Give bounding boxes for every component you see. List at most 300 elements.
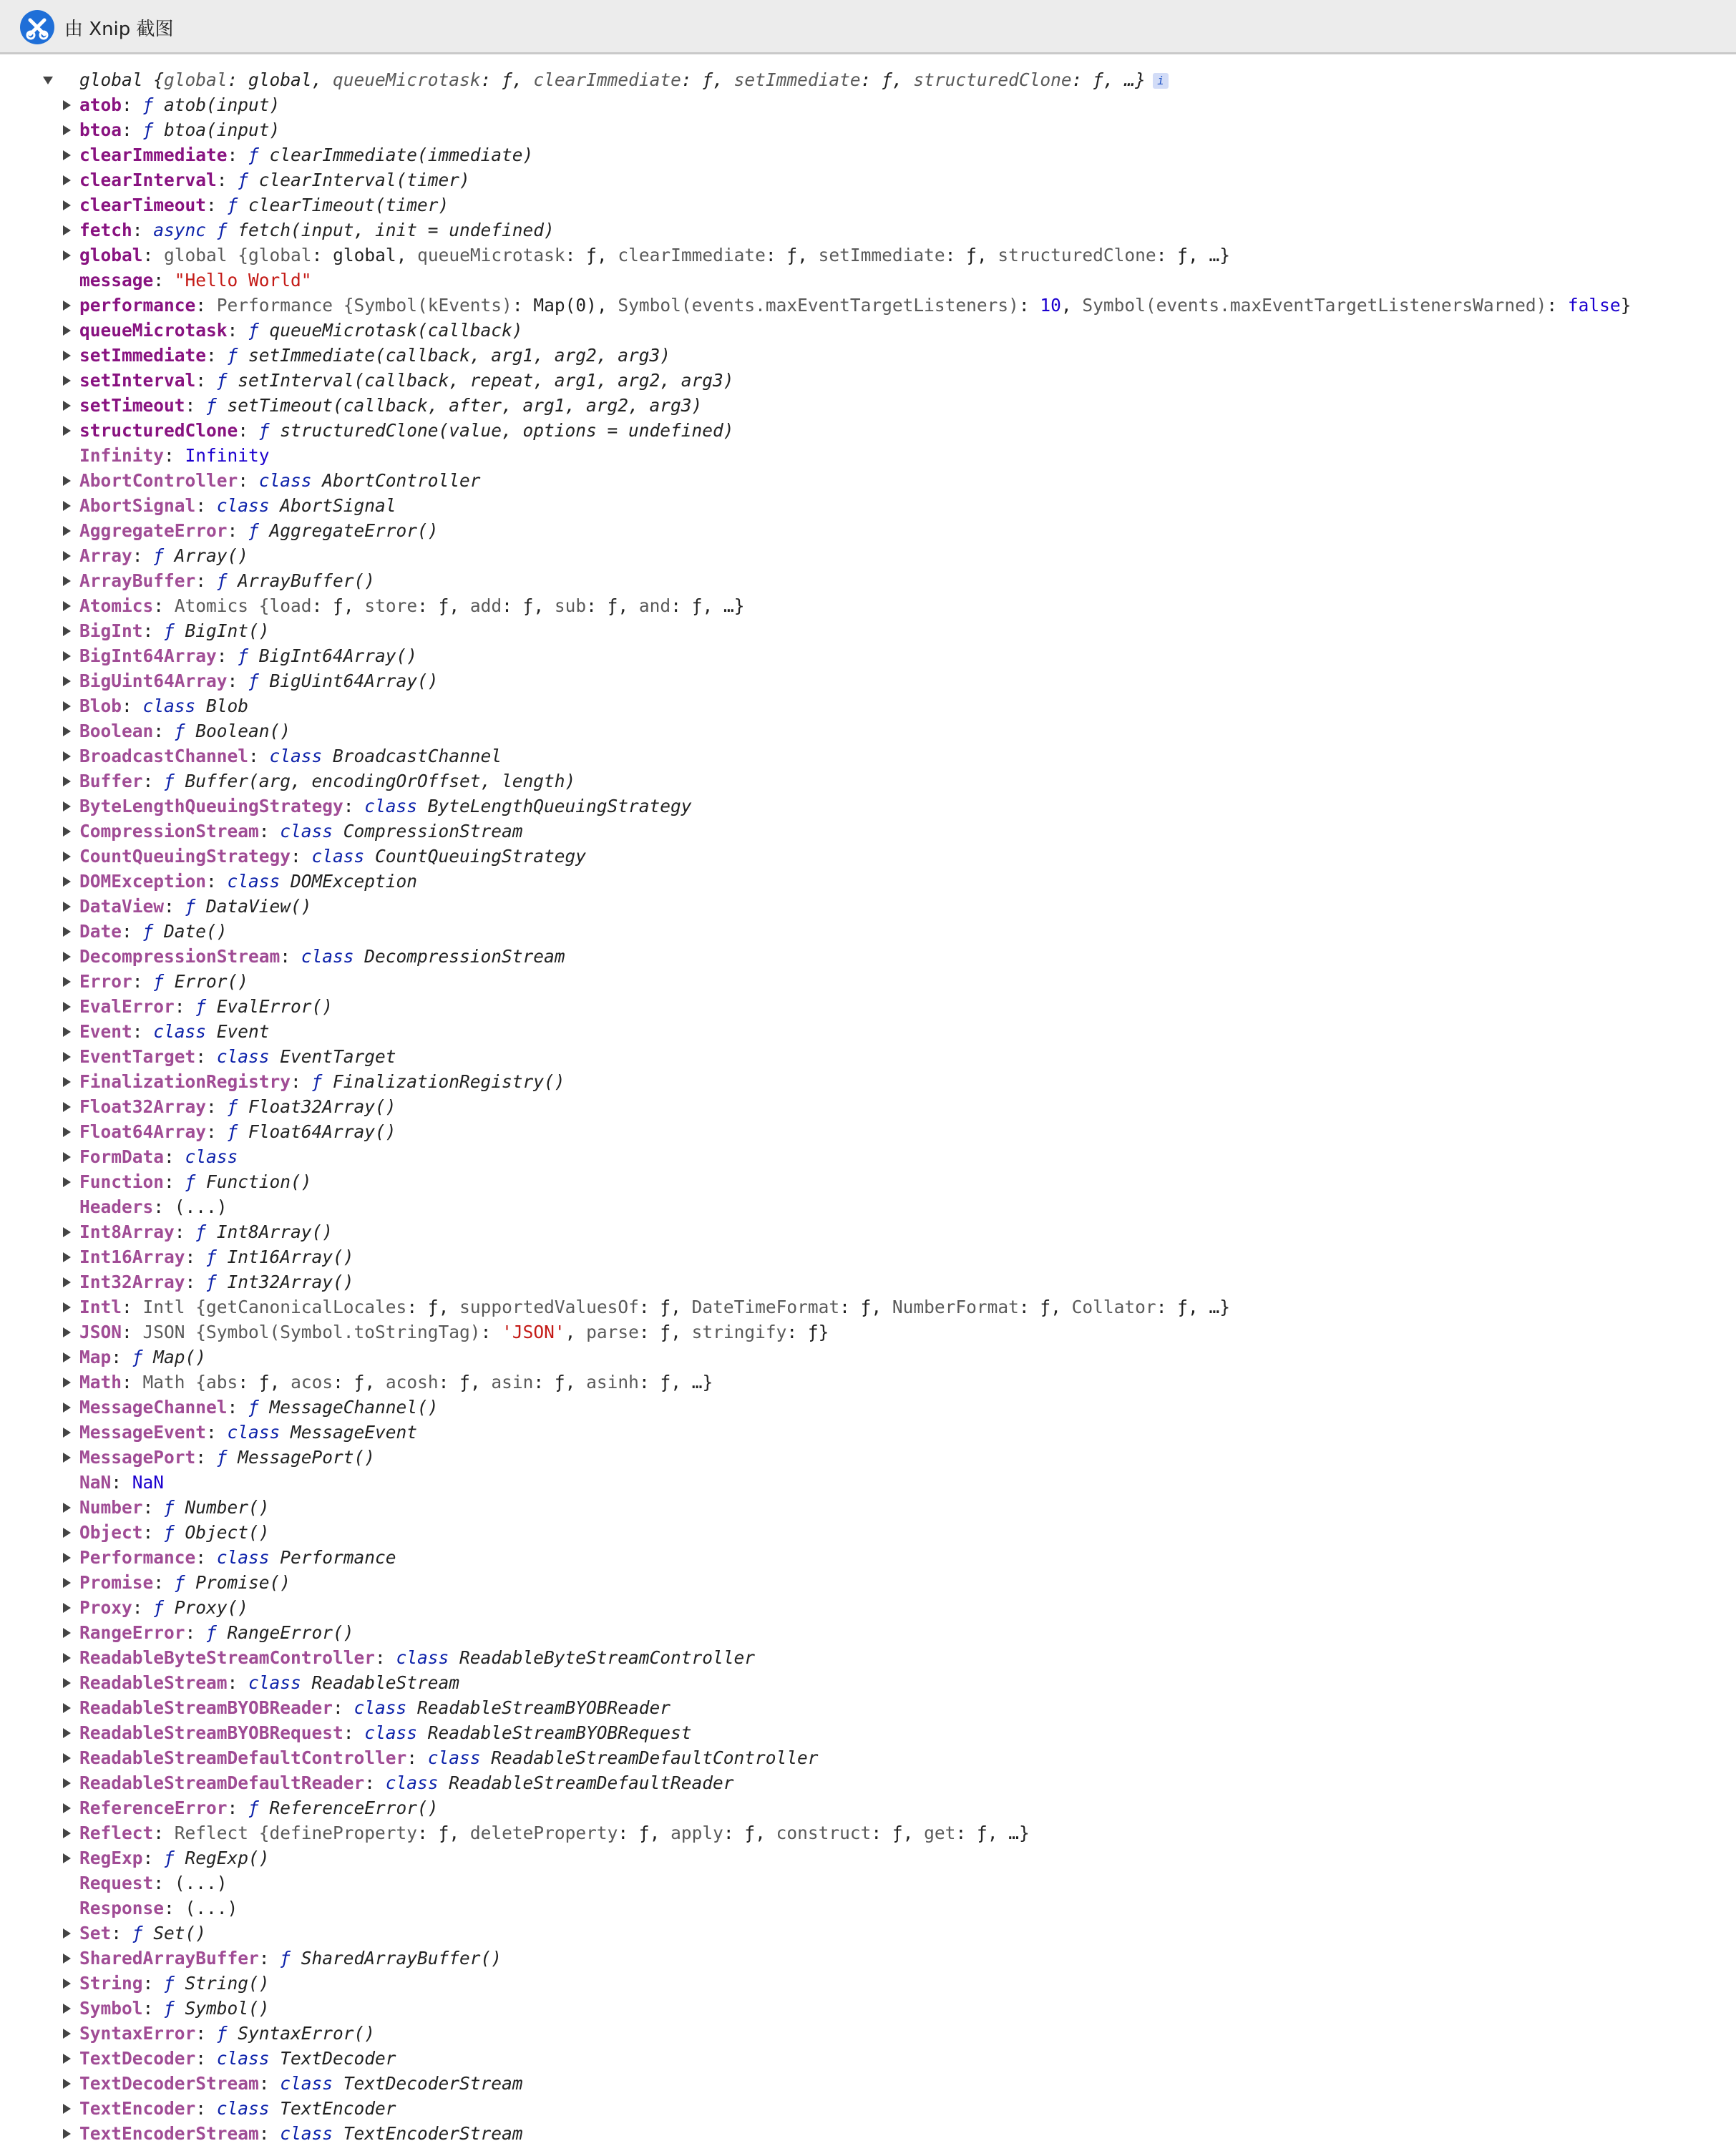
property-content <box>79 643 417 668</box>
expand-triangle-icon[interactable] <box>60 1695 77 1720</box>
expand-triangle-icon[interactable] <box>60 1495 77 1520</box>
value-token: class <box>396 1647 460 1668</box>
property-key: DecompressionStream <box>79 946 281 967</box>
value-token: ƒ <box>248 320 270 341</box>
value-token: acosh <box>385 1372 439 1393</box>
expand-triangle-icon[interactable] <box>60 1019 77 1044</box>
property-row[interactable] <box>0 1244 1736 1269</box>
expand-triangle-icon[interactable] <box>60 643 77 668</box>
property-row[interactable] <box>0 693 1736 718</box>
property-row[interactable] <box>0 1495 1736 1520</box>
expand-triangle-icon[interactable] <box>60 468 77 493</box>
expand-triangle-icon[interactable] <box>60 1795 77 1820</box>
expand-triangle-icon[interactable] <box>60 1370 77 1395</box>
property-content <box>79 794 692 819</box>
property-key: setInterval <box>79 370 196 391</box>
key-separator: : <box>206 1121 228 1142</box>
property-row[interactable] <box>0 1770 1736 1795</box>
property-row[interactable] <box>0 1745 1736 1770</box>
property-row[interactable] <box>0 493 1736 518</box>
property-content <box>79 293 1631 318</box>
value-token: : ƒ, <box>839 1297 892 1317</box>
property-key: setTimeout <box>79 395 185 416</box>
expand-triangle-icon[interactable] <box>60 718 77 743</box>
expand-triangle-icon[interactable] <box>60 1269 77 1294</box>
expand-triangle-icon[interactable] <box>60 1645 77 1670</box>
expand-triangle-icon[interactable] <box>60 218 77 243</box>
property-row[interactable] <box>0 443 1736 468</box>
expand-triangle-icon[interactable] <box>60 1921 77 1946</box>
expand-triangle-icon[interactable] <box>60 819 77 844</box>
property-key: ReadableStreamBYOBRequest <box>79 1722 343 1743</box>
property-key: Intl <box>79 1297 122 1317</box>
expand-triangle-icon[interactable] <box>60 1345 77 1370</box>
value-token: Symbol(events.maxEventTargetListenersWarned) <box>1082 295 1547 316</box>
value-token: : ƒ, …} <box>955 1823 1030 1843</box>
expand-triangle-icon[interactable] <box>60 1570 77 1595</box>
value-token: NaN <box>132 1472 165 1493</box>
property-row[interactable] <box>0 2021 1736 2046</box>
property-row[interactable] <box>0 243 1736 268</box>
expand-triangle-icon[interactable] <box>60 568 77 593</box>
value-token: "Hello World" <box>174 270 312 291</box>
key-separator: : <box>142 1497 165 1518</box>
value-token: : ƒ, …} <box>1156 1297 1230 1317</box>
expand-triangle-icon[interactable] <box>60 92 77 117</box>
property-row[interactable] <box>0 668 1736 693</box>
expand-triangle-icon[interactable] <box>60 2096 77 2121</box>
expand-triangle-icon[interactable] <box>60 1971 77 1996</box>
property-content <box>79 1745 819 1770</box>
property-row[interactable] <box>0 368 1736 393</box>
expand-triangle-icon[interactable] <box>60 418 77 443</box>
property-content <box>79 1495 270 1520</box>
property-content <box>79 1069 565 1094</box>
key-separator: : <box>164 896 185 917</box>
property-row[interactable] <box>0 1445 1736 1470</box>
value-token: : ƒ, <box>438 1372 492 1393</box>
expand-triangle-icon[interactable] <box>60 869 77 894</box>
value-token: class <box>216 2048 281 2069</box>
value-token: construct <box>776 1823 872 1843</box>
property-row[interactable] <box>0 819 1736 844</box>
expand-triangle-icon[interactable] <box>60 518 77 543</box>
property-row[interactable] <box>0 643 1736 668</box>
property-content <box>79 693 248 718</box>
key-separator: : <box>132 220 154 240</box>
value-token: AggregateError() <box>269 520 439 541</box>
expand-triangle-icon[interactable] <box>60 743 77 769</box>
property-content <box>79 1395 439 1420</box>
key-separator: : <box>132 1021 154 1042</box>
expand-triangle-icon[interactable] <box>60 668 77 693</box>
key-separator: : <box>122 1372 143 1393</box>
property-key: String <box>79 1973 143 1994</box>
expand-triangle-icon[interactable] <box>60 994 77 1019</box>
property-key: Float32Array <box>79 1096 207 1117</box>
value-token: ƒ <box>227 1096 249 1117</box>
key-separator: : <box>153 595 175 616</box>
property-key: NaN <box>79 1472 112 1493</box>
key-separator: : <box>111 1472 132 1493</box>
property-content <box>79 218 555 243</box>
expand-triangle-icon[interactable] <box>60 794 77 819</box>
expand-triangle-icon[interactable] <box>60 2021 77 2046</box>
key-separator: : <box>195 1547 217 1568</box>
property-content <box>79 2121 523 2146</box>
value-token: : ƒ, …} <box>670 595 745 616</box>
property-row[interactable] <box>0 1545 1736 1570</box>
property-key: Object <box>79 1522 143 1543</box>
value-token: ƒ <box>248 1798 270 1818</box>
property-row[interactable] <box>0 568 1736 593</box>
expand-triangle-icon[interactable] <box>60 919 77 944</box>
value-token: : ƒ, <box>618 1823 671 1843</box>
property-content <box>79 1269 354 1294</box>
value-token: ReadableStreamDefaultReader <box>449 1772 734 1793</box>
key-separator: : <box>258 821 281 842</box>
value-token: BigInt64Array() <box>258 645 418 666</box>
key-separator: : <box>195 1447 217 1468</box>
expand-triangle-icon[interactable] <box>60 2121 77 2146</box>
expand-triangle-icon[interactable] <box>60 2071 77 2096</box>
property-content <box>79 468 481 493</box>
value-token: Collator <box>1071 1297 1156 1317</box>
property-row[interactable] <box>0 92 1736 117</box>
property-row[interactable] <box>0 1269 1736 1294</box>
property-row[interactable] <box>0 1896 1736 1921</box>
expand-triangle-icon[interactable] <box>60 2046 77 2071</box>
property-key: AggregateError <box>79 520 228 541</box>
property-row[interactable] <box>0 1294 1736 1320</box>
property-row[interactable] <box>0 1169 1736 1194</box>
expand-triangle-icon[interactable] <box>60 944 77 969</box>
expand-triangle-icon[interactable] <box>60 393 77 418</box>
expand-triangle-icon[interactable] <box>60 593 77 618</box>
property-row[interactable] <box>0 1019 1736 1044</box>
property-key: ReadableByteStreamController <box>79 1647 376 1668</box>
value-token: BigInt() <box>185 620 270 641</box>
key-separator: : <box>142 1973 165 1994</box>
value-token: ƒ <box>174 1572 196 1593</box>
property-row[interactable] <box>0 919 1736 944</box>
property-row[interactable] <box>0 1420 1736 1445</box>
expand-triangle-icon[interactable] <box>60 1545 77 1570</box>
value-token: : ƒ, <box>871 1823 925 1843</box>
value-token: add <box>469 595 502 616</box>
expand-triangle-icon[interactable] <box>60 1620 77 1645</box>
property-row[interactable] <box>0 1119 1736 1144</box>
info-icon[interactable]: i <box>1153 73 1169 89</box>
expand-triangle-icon[interactable] <box>60 1770 77 1795</box>
property-row[interactable] <box>0 268 1736 293</box>
key-separator: : <box>195 370 217 391</box>
property-row[interactable] <box>0 218 1736 243</box>
expand-triangle-icon[interactable] <box>60 167 77 192</box>
value-token: Symbol() <box>185 1998 270 2019</box>
expand-triangle-icon[interactable] <box>60 1119 77 1144</box>
value-token: ReadableStreamBYOBRequest <box>427 1722 692 1743</box>
property-key: BigInt64Array <box>79 645 217 666</box>
property-row[interactable] <box>0 794 1736 819</box>
expand-triangle-icon[interactable] <box>60 1094 77 1119</box>
property-row[interactable] <box>0 1520 1736 1545</box>
property-row[interactable] <box>0 718 1736 743</box>
property-row[interactable] <box>0 393 1736 418</box>
value-token: Performance <box>280 1547 396 1568</box>
expand-triangle-icon[interactable] <box>60 894 77 919</box>
expand-triangle-icon[interactable] <box>60 769 77 794</box>
expand-triangle-icon[interactable] <box>60 318 77 343</box>
property-key: Proxy <box>79 1597 132 1618</box>
key-separator: : <box>122 696 143 716</box>
property-content <box>79 192 449 218</box>
expand-triangle-icon[interactable] <box>60 142 77 167</box>
expand-triangle-icon[interactable] <box>60 1294 77 1320</box>
expand-triangle-icon[interactable] <box>60 1820 77 1845</box>
property-row[interactable] <box>0 894 1736 919</box>
expand-triangle-icon[interactable] <box>60 1244 77 1269</box>
property-row[interactable] <box>0 969 1736 994</box>
value-token: EventTarget <box>280 1046 396 1067</box>
property-row[interactable] <box>0 1620 1736 1645</box>
property-row[interactable] <box>0 1094 1736 1119</box>
value-token: ƒ <box>248 520 270 541</box>
expand-triangle-icon[interactable] <box>60 1420 77 1445</box>
expand-triangle-icon[interactable] <box>60 368 77 393</box>
property-row[interactable] <box>0 1946 1736 1971</box>
value-token: Buffer(arg, encodingOrOffset, length) <box>185 771 576 791</box>
property-row[interactable] <box>0 518 1736 543</box>
property-row[interactable] <box>0 1345 1736 1370</box>
property-content <box>79 743 502 769</box>
property-row[interactable] <box>0 1670 1736 1695</box>
value-token: Object() <box>185 1522 270 1543</box>
value-token: ReadableByteStreamController <box>459 1647 756 1668</box>
value-token: setImmediate <box>818 245 945 265</box>
property-key: ByteLengthQueuingStrategy <box>79 796 343 816</box>
property-key: TextDecoder <box>79 2048 196 2069</box>
expand-triangle-icon[interactable] <box>60 618 77 643</box>
property-row[interactable] <box>0 343 1736 368</box>
expand-triangle-icon[interactable] <box>60 1395 77 1420</box>
property-row[interactable] <box>0 1921 1736 1946</box>
expand-triangle-icon[interactable] <box>60 1169 77 1194</box>
property-row[interactable] <box>0 1395 1736 1420</box>
property-row[interactable] <box>0 1044 1736 1069</box>
key-separator: : <box>153 270 175 291</box>
property-row[interactable] <box>0 593 1736 618</box>
property-row[interactable] <box>0 1219 1736 1244</box>
value-token: abs <box>206 1372 238 1393</box>
value-token: load <box>269 595 312 616</box>
property-row[interactable] <box>0 1845 1736 1871</box>
tree-root-row[interactable] <box>0 67 1736 92</box>
property-row[interactable] <box>0 769 1736 794</box>
property-key: Date <box>79 921 122 942</box>
key-separator: : <box>216 645 238 666</box>
property-row[interactable] <box>0 1795 1736 1820</box>
property-row[interactable] <box>0 2121 1736 2146</box>
key-separator: : <box>406 1747 428 1768</box>
value-token: getCanonicalLocales <box>206 1297 407 1317</box>
value-token: Map() <box>153 1347 207 1367</box>
window-title: 由 Xnip 截图 <box>64 19 174 40</box>
property-key: setImmediate <box>79 345 207 366</box>
property-row[interactable] <box>0 1570 1736 1595</box>
expand-triangle-icon[interactable] <box>60 1946 77 1971</box>
expand-triangle-icon[interactable] <box>60 1670 77 1695</box>
property-content <box>79 393 702 418</box>
value-token: 10 <box>1040 295 1061 316</box>
property-row[interactable] <box>0 1871 1736 1896</box>
key-separator: : <box>195 2023 217 2044</box>
property-row[interactable] <box>0 2046 1736 2071</box>
property-row[interactable] <box>0 167 1736 192</box>
expand-triangle-icon[interactable] <box>60 1720 77 1745</box>
expand-triangle-icon[interactable] <box>60 1144 77 1169</box>
console-object-tree <box>0 67 1736 2146</box>
property-row[interactable] <box>0 418 1736 443</box>
property-row[interactable] <box>0 994 1736 1019</box>
expand-triangle-icon[interactable] <box>60 1044 77 1069</box>
property-row[interactable] <box>0 1144 1736 1169</box>
expand-triangle-icon[interactable] <box>60 1069 77 1094</box>
expand-triangle-icon[interactable] <box>60 1595 77 1620</box>
property-row[interactable] <box>0 1695 1736 1720</box>
property-key: Float64Array <box>79 1121 207 1142</box>
expand-triangle-icon[interactable] <box>60 969 77 994</box>
property-key: Int32Array <box>79 1272 185 1292</box>
value-token: class <box>280 821 343 842</box>
value-token: setImmediate(callback, arg1, arg2, arg3) <box>248 345 671 366</box>
property-key: structuredClone <box>79 420 238 441</box>
value-token: class <box>216 1046 281 1067</box>
property-content <box>79 919 228 944</box>
key-separator: : <box>122 1322 143 1342</box>
value-token: ƒ <box>153 971 175 992</box>
value-token: clearInterval(timer) <box>258 170 470 190</box>
property-row[interactable] <box>0 1069 1736 1094</box>
expand-triangle-icon[interactable] <box>60 1745 77 1770</box>
property-content <box>79 318 523 343</box>
value-token: ƒ <box>164 1522 185 1543</box>
property-row[interactable] <box>0 468 1736 493</box>
expand-triangle-icon[interactable] <box>60 1845 77 1871</box>
expand-triangle-icon[interactable] <box>60 117 77 142</box>
property-row[interactable] <box>0 543 1736 568</box>
property-row[interactable] <box>0 192 1736 218</box>
property-row[interactable] <box>0 618 1736 643</box>
expand-triangle-icon[interactable] <box>60 343 77 368</box>
expand-triangle-icon[interactable] <box>42 67 59 92</box>
property-content <box>79 1119 396 1144</box>
expand-triangle-icon[interactable] <box>60 1320 77 1345</box>
property-row[interactable] <box>0 844 1736 869</box>
value-token: String() <box>185 1973 270 1994</box>
property-row[interactable] <box>0 1645 1736 1670</box>
expand-triangle-icon[interactable] <box>60 543 77 568</box>
property-row[interactable] <box>0 2096 1736 2121</box>
property-row[interactable] <box>0 2071 1736 2096</box>
value-token: acos <box>291 1372 333 1393</box>
value-token: Symbol(kEvents) <box>353 295 512 316</box>
expand-triangle-icon[interactable] <box>60 1996 77 2021</box>
property-row[interactable] <box>0 293 1736 318</box>
expand-triangle-icon[interactable] <box>60 192 77 218</box>
property-row[interactable] <box>0 1720 1736 1745</box>
property-row[interactable] <box>0 743 1736 769</box>
expand-triangle-icon[interactable] <box>60 1520 77 1545</box>
property-row[interactable] <box>0 318 1736 343</box>
key-separator: : <box>153 1823 175 1843</box>
key-separator: : <box>122 1297 143 1317</box>
expand-triangle-icon[interactable] <box>60 493 77 518</box>
property-content <box>79 1946 502 1971</box>
value-token: ƒ <box>206 395 228 416</box>
property-row[interactable] <box>0 117 1736 142</box>
value-token: : <box>1546 295 1568 316</box>
property-content <box>79 1194 228 1219</box>
expand-triangle-icon[interactable] <box>60 844 77 869</box>
property-key: MessageChannel <box>79 1397 228 1418</box>
property-content <box>79 1094 396 1119</box>
property-row[interactable] <box>0 1370 1736 1395</box>
value-token: ƒ <box>206 1247 228 1267</box>
property-row[interactable] <box>0 1971 1736 1996</box>
expand-triangle-icon[interactable] <box>60 293 77 318</box>
value-token: setTimeout(callback, after, arg1, arg2, arg3) <box>227 395 703 416</box>
value-token: DecompressionStream <box>364 946 565 967</box>
value-token: Promise() <box>195 1572 291 1593</box>
property-row[interactable] <box>0 1194 1736 1219</box>
value-token: , <box>565 1322 587 1342</box>
property-row[interactable] <box>0 869 1736 894</box>
value-token: : ƒ, …} <box>638 1372 713 1393</box>
value-token: : Map(0), <box>512 295 618 316</box>
value-token: fetch(input, init = undefined) <box>238 220 555 240</box>
property-content <box>79 1620 354 1645</box>
key-separator: : <box>343 1722 365 1743</box>
property-row[interactable] <box>0 142 1736 167</box>
property-key: RegExp <box>79 1848 143 1868</box>
property-row[interactable] <box>0 1820 1736 1845</box>
key-separator: : <box>195 2098 217 2119</box>
property-row[interactable] <box>0 1320 1736 1345</box>
value-token: class <box>301 946 365 967</box>
value-token: global { <box>79 69 165 90</box>
property-content <box>79 518 439 543</box>
value-token: TextDecoder <box>280 2048 396 2069</box>
expand-triangle-icon[interactable] <box>60 693 77 718</box>
key-separator: : <box>364 1772 386 1793</box>
value-token: : ƒ, <box>860 69 914 90</box>
value-token: class <box>311 846 376 867</box>
value-token: apply <box>670 1823 723 1843</box>
key-separator: : <box>291 846 312 867</box>
value-token: JSON { <box>142 1322 207 1342</box>
property-row[interactable] <box>0 1595 1736 1620</box>
value-token: SharedArrayBuffer() <box>301 1948 502 1969</box>
property-row[interactable] <box>0 1470 1736 1495</box>
expand-triangle-icon[interactable] <box>60 243 77 268</box>
property-content <box>79 593 744 618</box>
property-row[interactable] <box>0 944 1736 969</box>
value-token: Set() <box>153 1923 207 1943</box>
expand-triangle-icon[interactable] <box>60 1219 77 1244</box>
property-row[interactable] <box>0 1996 1736 2021</box>
expand-triangle-icon[interactable] <box>60 1445 77 1470</box>
